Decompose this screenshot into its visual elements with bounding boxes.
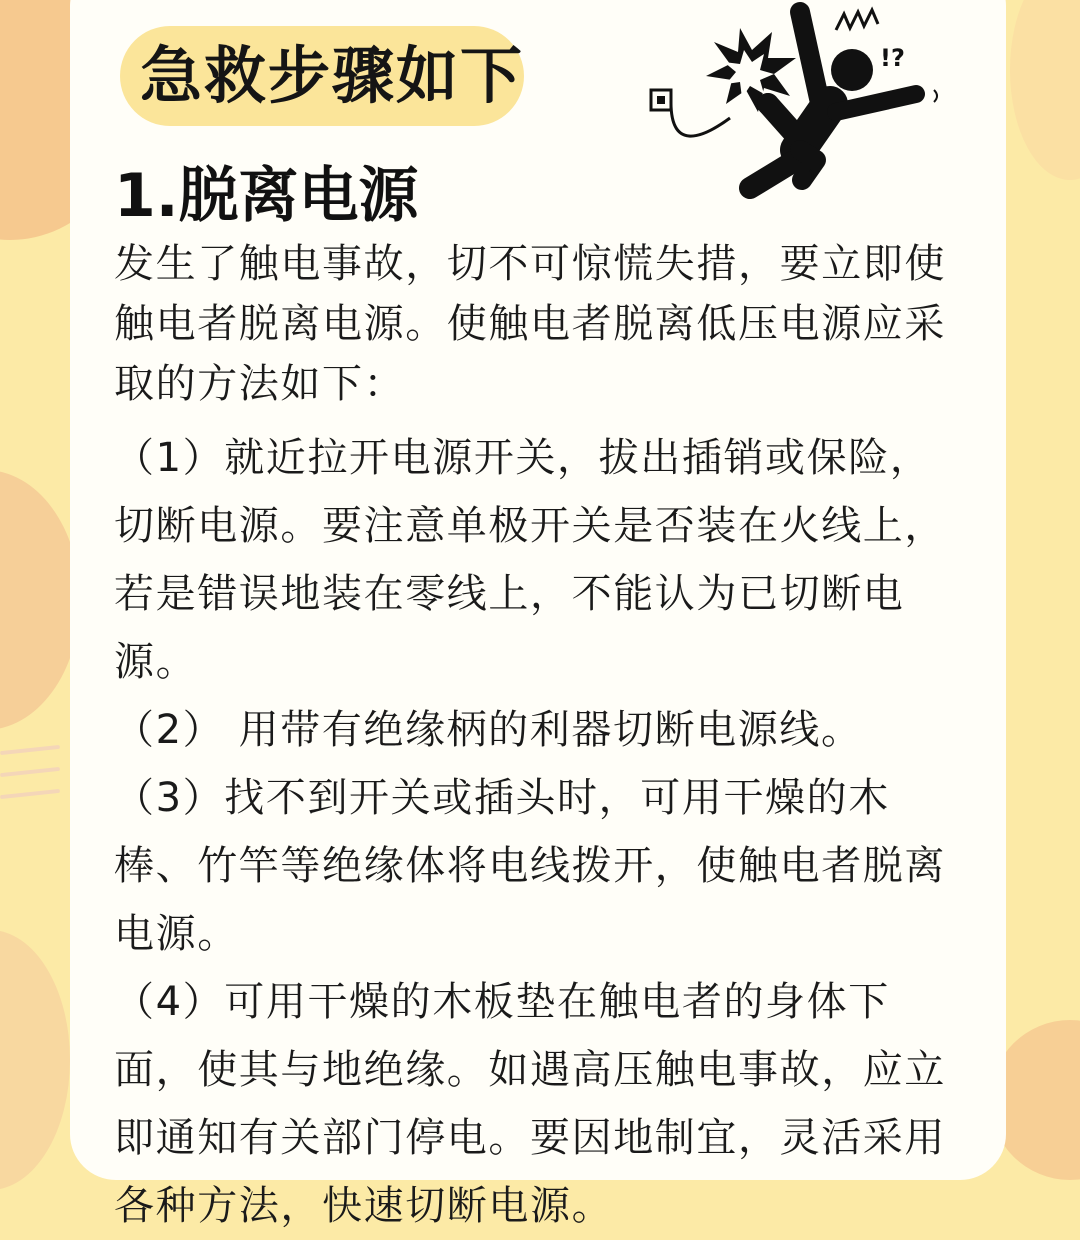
section-heading: 1.脱离电源: [114, 161, 419, 231]
exclamation-mark: !?: [880, 44, 905, 72]
electric-shock-person-icon: [640, 0, 960, 210]
page-title: 急救步骤如下: [140, 39, 525, 112]
step-2: （2） 用带有绝缘柄的利器切断电源线。: [114, 707, 863, 753]
background-blob: [0, 930, 70, 1190]
background-stripe: [0, 767, 60, 777]
background-blob: [0, 470, 80, 730]
step-1: （1）就近拉开电源开关，拔出插销或保险，切断电源。要注意单极开关是否装在火线上，若是错误地装在零线上，不能认为已切断电源。: [114, 435, 946, 685]
background-stripe: [0, 789, 60, 799]
background-blob: [1010, 0, 1080, 180]
section-body: [114, 234, 970, 1240]
background-stripe: [0, 745, 60, 755]
step-3: （3）找不到开关或插头时，可用干燥的木棒、竹竿等绝缘体将电线拨开，使触电者脱离电源。: [114, 775, 946, 957]
step-4: （4）可用干燥的木板垫在触电者的身体下面，使其与地绝缘。如遇高压触电事故，应立即通知有关部门停电。要因地制宜，灵活采用各种方法，快速切断电源。: [114, 979, 946, 1229]
intro-paragraph: 发生了触电事故，切不可惊慌失措，要立即使触电者脱离电源。使触电者脱离低压电源应采取的方法如下：: [114, 241, 946, 407]
